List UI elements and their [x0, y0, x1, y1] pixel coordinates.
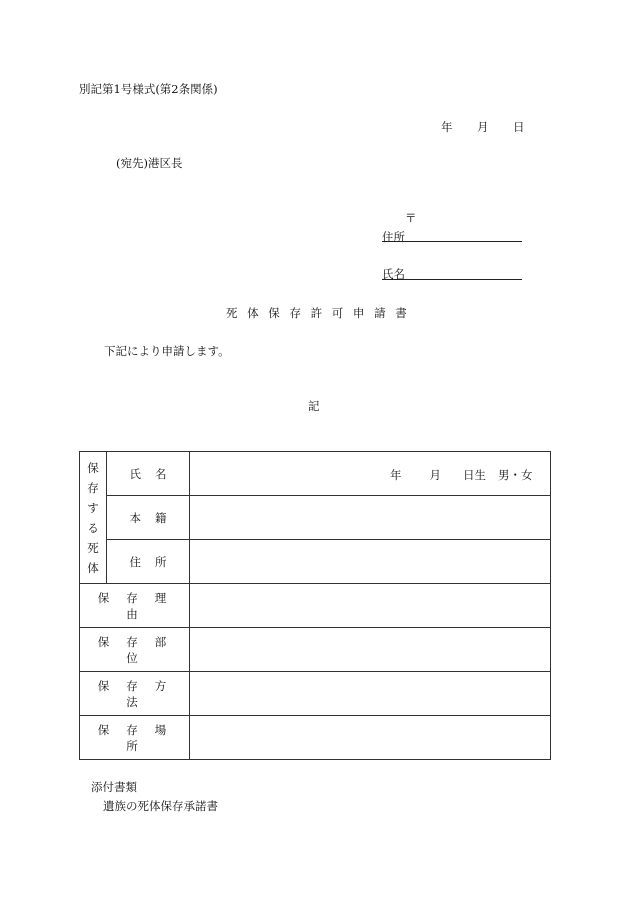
- applicant-name-label: 氏名: [382, 267, 405, 281]
- intro-text: 下記により申請します。: [104, 344, 230, 358]
- table-row: [80, 496, 551, 540]
- deceased-address-field[interactable]: [190, 540, 551, 584]
- place-field[interactable]: [190, 716, 551, 760]
- method-field[interactable]: [190, 672, 551, 716]
- table-row: [80, 672, 551, 716]
- table-row: [80, 540, 551, 584]
- applicant-address-label: 住所: [382, 230, 405, 244]
- sex-options[interactable]: 男・女: [498, 468, 533, 482]
- method-label: 保存方法: [80, 672, 190, 716]
- table-row: [80, 584, 551, 628]
- application-table: [79, 451, 551, 760]
- date-month-label: 月: [477, 120, 489, 134]
- deceased-name-field[interactable]: [190, 452, 551, 496]
- attachment-item: 遺族の死体保存承諾書: [103, 799, 218, 813]
- table-row: [80, 716, 551, 760]
- recipient: (宛先)港区長: [116, 156, 183, 170]
- honseki-label: 本籍: [107, 496, 190, 540]
- place-label: 保存場所: [80, 716, 190, 760]
- date-day-label: 日: [513, 120, 525, 134]
- reason-field[interactable]: [190, 584, 551, 628]
- deceased-group-label: 保 存 す る 死 体: [80, 452, 107, 584]
- document-title: 死 体 保 存 許 可 申 請 書: [226, 306, 410, 320]
- part-label: 保存部位: [80, 628, 190, 672]
- table-row: [80, 452, 551, 496]
- deceased-name-label: 氏名: [107, 452, 190, 496]
- reason-label: 保存理由: [80, 584, 190, 628]
- attachments-heading: 添付書類: [91, 780, 137, 794]
- postal-mark: 〒: [405, 211, 417, 225]
- deceased-address-label: 住所: [107, 540, 190, 584]
- honseki-field[interactable]: [190, 496, 551, 540]
- table-row: [80, 628, 551, 672]
- part-field[interactable]: [190, 628, 551, 672]
- form-number: 別記第1号様式(第2条関係): [79, 82, 218, 96]
- applicant-address-line[interactable]: [382, 241, 522, 242]
- dob-day-label: 日生: [463, 468, 486, 482]
- birth-date-sex: [390, 467, 533, 483]
- applicant-name-line[interactable]: [382, 279, 522, 280]
- date-year-label: 年: [441, 120, 453, 134]
- dob-year-label: 年: [390, 468, 402, 482]
- dob-month-label: 月: [429, 468, 441, 482]
- ki-heading: 記: [308, 399, 320, 413]
